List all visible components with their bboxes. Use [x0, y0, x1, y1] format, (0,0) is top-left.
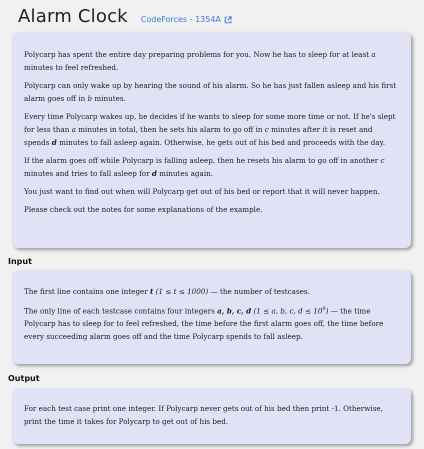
problem-header [18, 6, 232, 32]
statement-text: minutes to feel refreshed. [24, 63, 119, 72]
statement-paragraph [24, 185, 399, 198]
statement-text: Polycarp can only wake up by hearing the sound of his alarm. So he has just fallen asleep and his first alarm goes off in [24, 81, 397, 103]
math-var: a [71, 125, 76, 134]
statement-text: Please check out the notes for some explanations of the example. [24, 205, 263, 214]
statement-text: minutes to fall asleep again. Otherwise, he gets out of his bed and proceeds with the day. [56, 138, 386, 147]
math-exponent: 9 [322, 306, 326, 312]
math-var: b [87, 94, 93, 103]
input-paragraph [24, 303, 399, 343]
statement-text: If the alarm goes off while Polycarp is falling asleep, then he resets his alarm to go off in another [24, 156, 381, 165]
source-link-label: CodeForces - 1354A [140, 15, 221, 24]
statement-text: minutes and tries to fall asleep for [24, 169, 152, 178]
output-text: For each test case print one integer. If Polycarp never gets out of his bed then print -1. Otherwise, print the time it takes for Polycarp to get out of his bed. [24, 404, 383, 426]
math-var: d [151, 169, 157, 178]
statement-text: minutes again. [156, 169, 214, 178]
math-var: a, b, c, d [217, 306, 252, 316]
math-var: c [264, 125, 269, 134]
statement-paragraph [24, 48, 399, 74]
output-section [12, 388, 411, 444]
statement-text: You just want to find out when will Polycarp get out of his bed or report that it will never happen. [24, 187, 380, 196]
math-var: t [150, 287, 154, 296]
statement-paragraph [24, 110, 399, 149]
input-text: The only line of each testcase contains four integers [24, 306, 218, 316]
problem-title: Alarm Clock [18, 6, 128, 27]
statement-paragraph [24, 154, 399, 180]
input-section [12, 270, 411, 364]
statement-paragraph [24, 203, 399, 216]
source-link[interactable] [141, 15, 232, 24]
statement-text: minutes after it is reset and spends [24, 125, 373, 147]
statement-paragraph [24, 79, 399, 105]
math-constraint: (1 ≤ t ≤ 1000) [155, 287, 209, 296]
output-paragraph [24, 402, 399, 428]
input-text: — the number of testcases. [208, 287, 310, 296]
math-constraint: (1 ≤ a, b, c, d ≤ 10 [253, 306, 323, 316]
statement-text: Polycarp has spent the entire day preparing problems for you. Now he has to sleep for at least [24, 50, 372, 59]
input-heading: Input [8, 257, 32, 266]
problem-statement [12, 32, 411, 248]
input-text: The first line contains one integer [24, 287, 151, 296]
statement-text: minutes in total, then he sets his alarm to go off in [75, 125, 265, 134]
statement-text: Every time Polycarp wakes up, he decides if he wants to sleep for some more time or not. If he's slept for less than [24, 112, 396, 134]
input-text: — the time Polycarp has to sleep for to feel refreshed, the time before the first alarm goes off, the time before every succeeding alarm goes off and the time Polycarp spends to fall asleep. [24, 306, 384, 342]
math-var: d [51, 138, 57, 147]
statement-text: minutes. [92, 94, 126, 103]
math-var: a [371, 50, 376, 59]
external-link-icon [224, 16, 232, 24]
math-var: c [380, 156, 385, 165]
output-heading: Output [8, 374, 40, 383]
input-paragraph [24, 285, 399, 298]
math-constraint: ) [325, 306, 329, 316]
